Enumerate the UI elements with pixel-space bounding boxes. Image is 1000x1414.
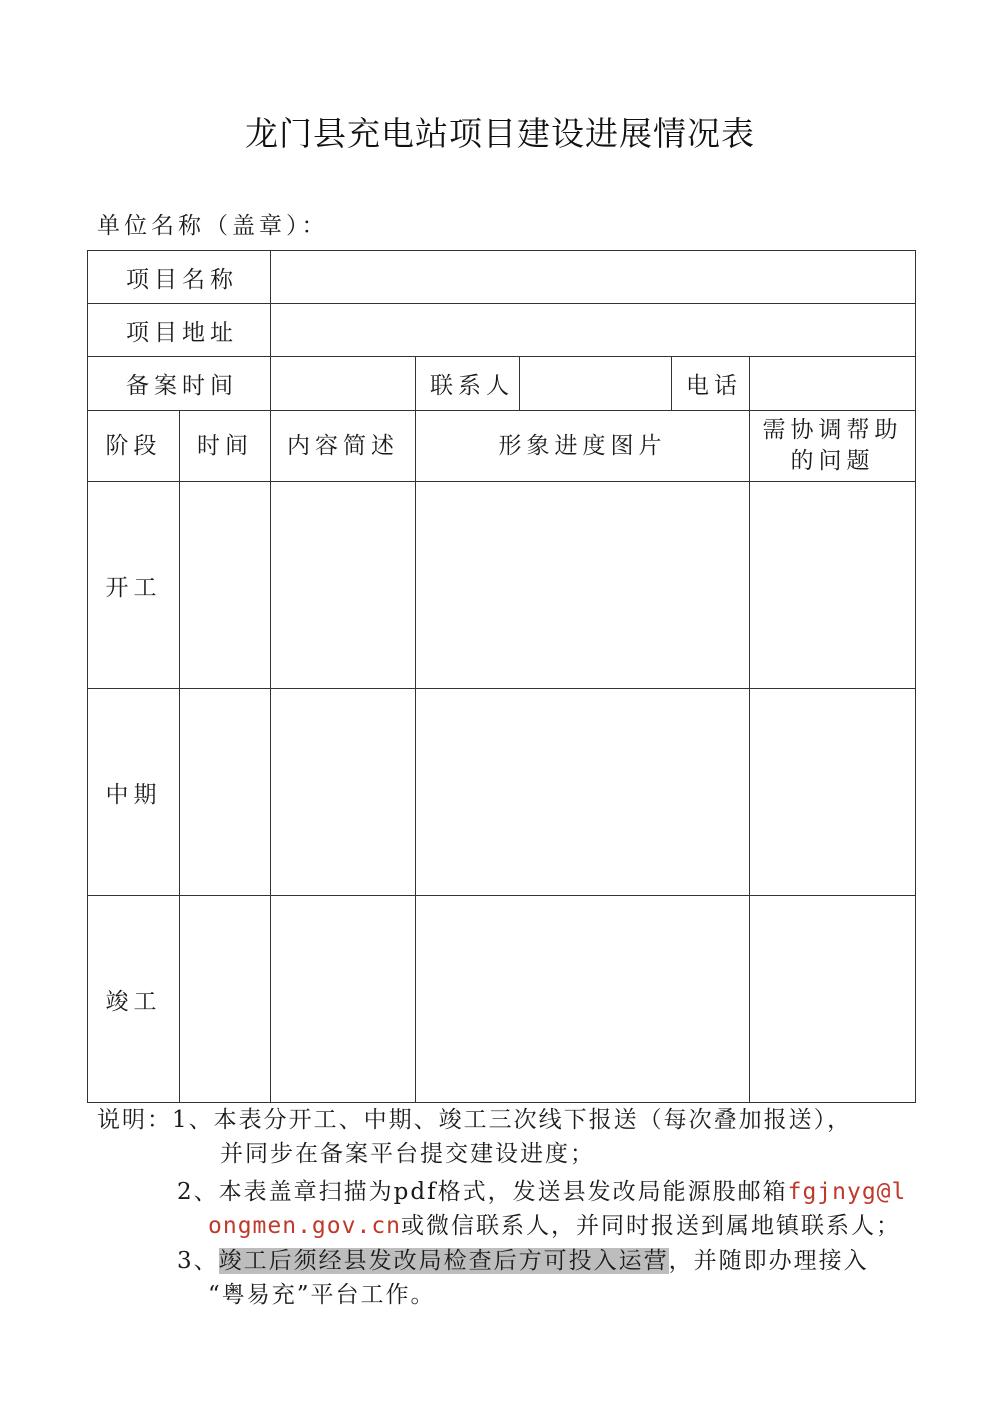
stage-mid: 中期: [88, 689, 180, 896]
stage-mid-photo-cell[interactable]: [416, 689, 750, 896]
help-header-line1: 需协调帮助: [762, 417, 903, 443]
note-2-text: 2、本表盖章扫描为pdf格式，发送县发改局能源股邮箱: [177, 1179, 788, 1205]
table-row: [88, 251, 916, 304]
note-2-suffix: 或微信联系人，并同时报送到属地镇联系人；: [401, 1213, 902, 1239]
note-3-line-2: “粤易充”平台工作。: [208, 1282, 436, 1308]
stage-start-photo-cell[interactable]: [416, 482, 750, 689]
table-row: [88, 482, 916, 689]
help-header: [750, 411, 916, 482]
time-header: 时间: [180, 411, 271, 482]
note-3-highlighted-text: 竣工后须经县发改局检查后方可投入运营: [218, 1248, 669, 1274]
project-address-field[interactable]: [271, 304, 916, 357]
email-link-part-1[interactable]: fgjnyg@l: [787, 1179, 907, 1205]
table-row: [88, 896, 916, 1103]
filing-time-field[interactable]: [271, 357, 416, 411]
table-row: [88, 689, 916, 896]
table-row: [88, 357, 916, 411]
progress-table: [87, 250, 916, 1103]
stage-complete-summary-cell[interactable]: [271, 896, 416, 1103]
help-header-line2: 的问题: [790, 448, 875, 474]
stage-complete: 竣工: [88, 896, 180, 1103]
stage-mid-summary-cell[interactable]: [271, 689, 416, 896]
note-1-line-2: 并同步在备案平台提交建设进度；: [220, 1141, 595, 1167]
project-name-field[interactable]: [271, 251, 916, 304]
note-1-line-1: 1、本表分开工、中期、竣工三次线下报送（每次叠加报送），: [172, 1107, 853, 1133]
notes-label: 说明：: [97, 1107, 172, 1133]
summary-header: 内容简述: [271, 411, 416, 482]
email-link-part-2[interactable]: ongmen.gov.cn: [208, 1213, 402, 1239]
stage-start: 开工: [88, 482, 180, 689]
stage-header: 阶段: [88, 411, 180, 482]
unit-name-label: 单位名称（盖章）：: [97, 213, 329, 239]
contact-field[interactable]: [520, 357, 672, 411]
phone-label: 电话: [672, 357, 750, 411]
stage-start-time-cell[interactable]: [180, 482, 271, 689]
stage-complete-help-cell[interactable]: [750, 896, 916, 1103]
filing-time-label: 备案时间: [88, 357, 271, 411]
contact-label: 联系人: [416, 357, 520, 411]
phone-field[interactable]: [750, 357, 916, 411]
table-row: [88, 304, 916, 357]
photos-header: 形象进度图片: [416, 411, 750, 482]
project-address-label: 项目地址: [88, 304, 271, 357]
stage-mid-help-cell[interactable]: [750, 689, 916, 896]
project-name-label: 项目名称: [88, 251, 271, 304]
stage-start-help-cell[interactable]: [750, 482, 916, 689]
table-header-row: [88, 411, 916, 482]
stage-complete-photo-cell[interactable]: [416, 896, 750, 1103]
stage-start-summary-cell[interactable]: [271, 482, 416, 689]
stage-mid-time-cell[interactable]: [180, 689, 271, 896]
stage-complete-time-cell[interactable]: [180, 896, 271, 1103]
note-3-number: 3、: [177, 1248, 219, 1274]
note-3-rest: ，并随即办理接入: [668, 1248, 869, 1274]
page-title: 龙门县充电站项目建设进展情况表: [245, 114, 755, 153]
